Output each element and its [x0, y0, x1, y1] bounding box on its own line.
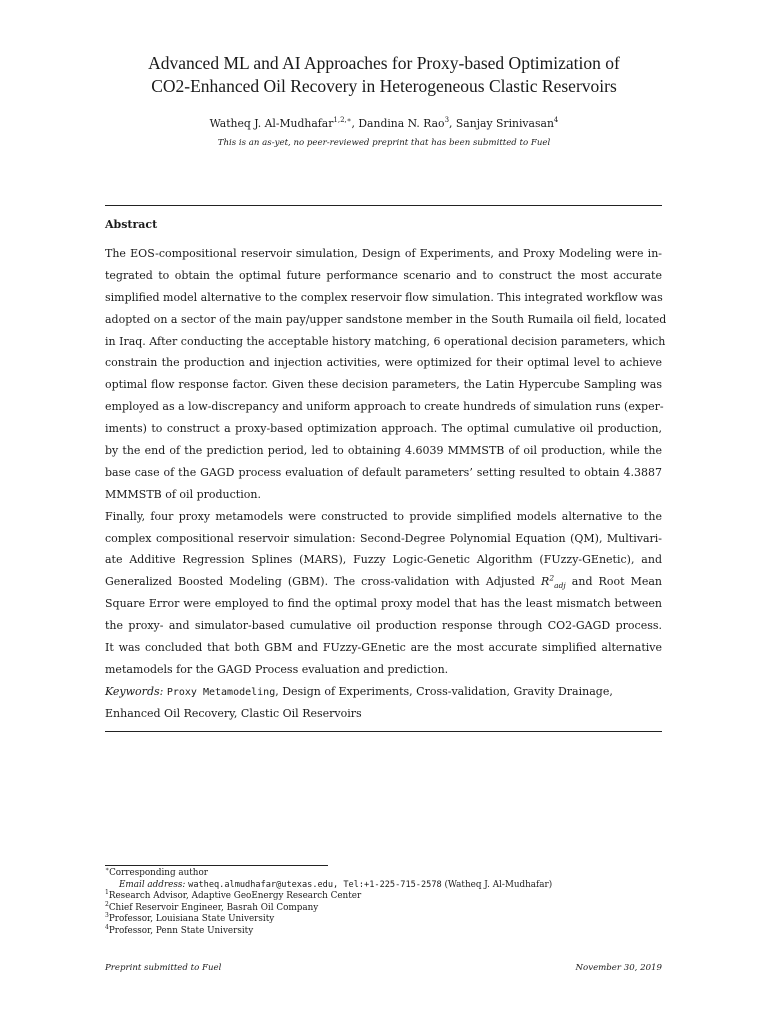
email-link[interactable]: watheq.almudhafar@utexas.edu, Tel:+1-225-715-2578 — [188, 879, 442, 890]
footnote-text: Chief Reservoir Engineer, Basrah Oil Company — [108, 902, 319, 913]
keywords-line — [105, 681, 662, 703]
abstract-line: adopted on a sector of the main pay/upper sandstone member in the South Rumaila oil field, located — [105, 312, 667, 326]
abstract-line: the proxy- and simulator-based cumulative oil production response through CO2-GAGD process. — [105, 619, 662, 633]
abstract-line: It was concluded that both GBM and FUzzy-GEnetic are the most accurate simplified alternative — [105, 641, 662, 655]
footnote-corresponding — [105, 868, 552, 880]
footnote-mark: 1 — [105, 889, 109, 897]
footnote-affiliation — [105, 900, 552, 915]
footnote-mark: ∗ — [105, 866, 110, 873]
footer-date: November 30, 2019 — [575, 963, 662, 973]
adjusted-r2-symbol — [541, 573, 566, 591]
keywords-label: Keywords: — [105, 684, 164, 698]
keyword-mono: Proxy Metamodeling — [166, 686, 276, 698]
title-line-1: Advanced ML and AI Approaches for Proxy-based Optimization of — [148, 53, 620, 73]
abstract-line: MMMSTB of oil production. — [105, 487, 261, 501]
paper-title — [60, 52, 708, 98]
abstract-line: tegrated to obtain the optimal future performance scenario and to construct the most accurate — [105, 268, 662, 282]
abstract-line: constrain the production and injection activities, were optimized for their optimal level to achieve — [105, 356, 662, 370]
author-name: Watheq J. Al-Mudhafar — [209, 117, 334, 130]
email-label: Email address: — [119, 879, 186, 890]
footnote-affiliation — [105, 891, 552, 903]
abstract-line: ate Additive Regression Splines (MARS), Fuzzy Logic-Genetic Algorithm (FUzzy-GEnetic), and — [105, 553, 662, 567]
footnote-rule — [105, 865, 328, 866]
abstract-line: metamodels for the GAGD Process evaluation and prediction. — [105, 662, 449, 676]
r2-superscript: 2 — [549, 573, 555, 583]
title-line-2: CO2-Enhanced Oil Recovery in Heterogeneous Clastic Reservoirs — [151, 76, 617, 96]
abstract-line-r2 — [105, 571, 662, 593]
abstract-text: Generalized Boosted Modeling (GBM). The cross-validation with Adjusted — [105, 575, 535, 589]
abstract-text: and Root Mean — [571, 575, 662, 589]
abstract-bottom-rule — [105, 731, 662, 732]
footnote-mark: 3 — [105, 912, 109, 920]
abstract-line: optimal flow response factor. Given these decision parameters, the Latin Hypercube Sampling was — [105, 378, 662, 392]
abstract-line: by the end of the prediction period, led to obtaining 4.6039 MMMSTB of oil production, while the — [105, 444, 662, 458]
footnote-email — [105, 880, 552, 892]
footnote-text: Professor, Louisiana State University — [108, 914, 275, 925]
footnote-text: Research Advisor, Adaptive GeoEnergy Research Center — [108, 891, 362, 902]
r2-letter: R — [541, 575, 550, 589]
r2-subscript: adj — [554, 581, 566, 591]
keywords-text: , Design of Experiments, Cross-validation, Gravity Drainage, — [275, 684, 613, 698]
preprint-note: This is an as-yet, no peer-reviewed preprint that has been submitted to Fuel — [217, 138, 551, 148]
author-name: Sanjay Srinivasan — [455, 117, 554, 130]
footnote-text: Corresponding author — [109, 868, 208, 878]
abstract-line: in Iraq. After conducting the acceptable history matching, 6 operational decision parameters, which — [105, 334, 666, 348]
footer-preprint-note: Preprint submitted to Fuel — [105, 963, 222, 973]
keywords-line-2: Enhanced Oil Recovery, Clastic Oil Reservoirs — [105, 706, 362, 720]
abstract-line: employed as a low-discrepancy and uniform approach to create hundreds of simulation runs (exper- — [105, 400, 664, 414]
author-separator: , — [449, 117, 456, 130]
author-list — [60, 117, 708, 130]
abstract-heading: Abstract — [105, 218, 158, 231]
abstract-line: Square Error were employed to find the optimal proxy model that has the least mismatch between — [105, 597, 662, 611]
abstract-line: base case of the GAGD process evaluation of default parameters’ setting resulted to obtain 4.3887 — [105, 465, 662, 479]
footnotes — [105, 868, 552, 938]
abstract-body — [105, 243, 667, 725]
author-affiliation-mark: 1,2,∗ — [333, 116, 352, 124]
abstract-line: Finally, four proxy metamodels were constructed to provide simplified models alternative to the — [105, 509, 662, 523]
abstract-line: simplified model alternative to the complex reservoir flow simulation. This integrated workflow was — [105, 290, 663, 304]
abstract-top-rule — [105, 205, 662, 206]
footnote-mark: 2 — [105, 900, 109, 908]
abstract-line: The EOS-compositional reservoir simulation, Design of Experiments, and Proxy Modeling were in- — [105, 247, 662, 260]
author-separator: , — [351, 117, 359, 130]
abstract-line: iments) to construct a proxy-based optimization approach. The optimal cumulative oil production, — [105, 422, 662, 436]
footnote-text: Professor, Penn State University — [108, 925, 254, 936]
footnote-affiliation — [105, 923, 552, 938]
email-name: (Watheq J. Al-Mudhafar) — [441, 879, 553, 890]
footnote-affiliation — [105, 914, 552, 926]
author-affiliation-mark: 3 — [444, 116, 450, 124]
author-affiliation-mark: 4 — [553, 116, 559, 124]
footnote-mark: 4 — [105, 923, 109, 931]
author-name: Dandina N. Rao — [358, 117, 445, 130]
abstract-line: complex compositional reservoir simulation: Second-Degree Polynomial Equation (QM), Multivari- — [105, 531, 662, 545]
